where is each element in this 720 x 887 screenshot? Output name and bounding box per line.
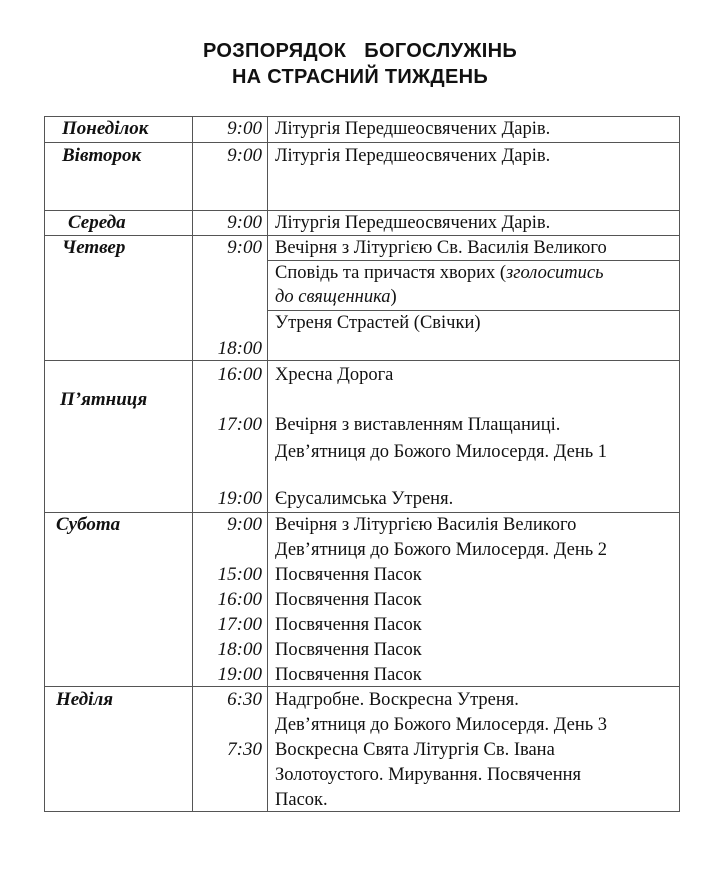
time-sat-1: 9:00 (227, 514, 262, 535)
day-monday: Понеділок (62, 118, 149, 139)
row-divider-inner (267, 310, 680, 311)
event-sun-3b: Золотоустого. Мирування. Посвячення (275, 765, 582, 785)
event-sat-3: Посвячення Пасок (275, 565, 422, 585)
row-divider (44, 686, 680, 687)
event-wed: Літургія Передшеосвячених Дарів. (275, 213, 551, 233)
time-fri-1: 16:00 (217, 364, 262, 385)
day-saturday: Субота (56, 514, 121, 535)
row-divider-inner (267, 260, 680, 261)
row-divider (44, 210, 680, 211)
column-divider-time (267, 116, 268, 812)
day-friday: П’ятниця (60, 389, 148, 410)
event-sun-3c: Пасок. (275, 790, 328, 810)
event-sat-7: Посвячення Пасок (275, 665, 422, 685)
event-thu-1: Вечірня з Літургією Св. Василія Великого (275, 238, 607, 258)
event-sat-4: Посвячення Пасок (275, 590, 422, 610)
event-mon: Літургія Передшеосвячених Дарів. (275, 119, 551, 139)
time-sat-2: 15:00 (217, 564, 262, 585)
time-mon: 9:00 (227, 118, 262, 139)
event-fri-1: Хресна Дорога (275, 365, 394, 385)
page-title-line-2: НА СТРАСНИЙ ТИЖДЕНЬ (231, 66, 489, 88)
time-sat-3: 16:00 (217, 589, 262, 610)
event-fri-2: Вечірня з виставленням Плащаниці. (275, 415, 561, 435)
event-thu-2-cont (275, 287, 397, 308)
event-thu-2 (275, 263, 604, 284)
time-fri-2: 17:00 (217, 414, 262, 435)
event-sun-1: Надгробне. Воскресна Утреня. (275, 690, 519, 710)
event-sun-2: Дев’ятниця до Божого Милосердя. День 3 (275, 715, 608, 735)
time-tue: 9:00 (227, 145, 262, 166)
day-sunday: Неділя (56, 689, 113, 710)
time-sat-4: 17:00 (217, 614, 262, 635)
event-tue: Літургія Передшеосвячених Дарів. (275, 146, 551, 166)
event-fri-4: Єрусалимська Утреня. (275, 489, 454, 509)
event-thu-2-italic-cont: до священника (275, 287, 391, 307)
event-fri-3: Дев’ятниця до Божого Милосердя. День 1 (275, 442, 608, 462)
row-divider (44, 235, 680, 236)
event-sun-3a: Воскресна Свята Літургія Св. Івана (275, 740, 555, 760)
event-thu-2-italic: зголоситись (506, 263, 604, 283)
time-thu-2: 18:00 (217, 338, 262, 359)
event-sat-5: Посвячення Пасок (275, 615, 422, 635)
time-sat-5: 18:00 (217, 639, 262, 660)
event-sat-1: Вечірня з Літургією Василія Великого (275, 515, 577, 535)
time-thu-1: 9:00 (227, 237, 262, 258)
time-sat-6: 19:00 (217, 664, 262, 685)
time-sun-1: 6:30 (227, 689, 262, 710)
time-sun-2: 7:30 (227, 739, 262, 760)
event-thu-2-text: Сповідь та причастя хворих ( (275, 263, 507, 283)
time-fri-3: 19:00 (217, 488, 262, 509)
title-word-2: БОГОСЛУЖІНЬ (364, 40, 518, 62)
row-divider (44, 512, 680, 513)
day-wednesday: Середа (68, 212, 126, 233)
day-tuesday: Вівторок (62, 145, 142, 166)
time-wed: 9:00 (227, 212, 262, 233)
event-sat-2: Дев’ятниця до Божого Милосердя. День 2 (275, 540, 608, 560)
event-thu-3: Утреня Страстей (Свічки) (275, 313, 481, 333)
event-thu-2-paren: ) (390, 287, 397, 307)
page-title-line-1 (0, 40, 720, 63)
event-sat-6: Посвячення Пасок (275, 640, 422, 660)
day-thursday: Четвер (62, 237, 126, 258)
row-divider (44, 142, 680, 143)
title-word-1: РОЗПОРЯДОК (202, 40, 347, 62)
row-divider (44, 360, 680, 361)
